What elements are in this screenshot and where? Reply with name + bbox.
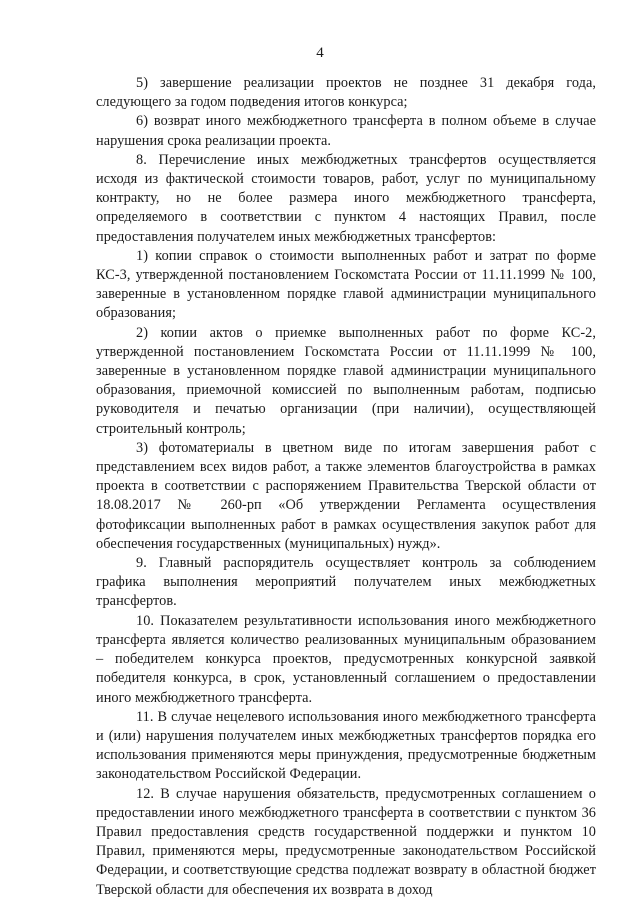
paragraph-section-10: 10. Показателем результативности использования иного межбюджетного трансферта является количество реализованных муниципальным образованием – победителем конкурса проектов, предусмотренных конкурсной заявкой победителя конкурса, в срок, установленный соглашением о предоставлении иного межбюджетного трансферта. xyxy=(96,612,596,706)
paragraph-section-8: 8. Перечисление иных межбюджетных трансфертов осуществляется исходя из фактической стоимости товаров, работ, услуг по муниципальному контракту, но не более размера иного межбюджетного трансферта, определяемого в соответствии с пунктом 4 настоящих Правил, после предоставления получателем иных межбюджетных трансфертов: xyxy=(96,151,596,245)
document-body xyxy=(96,74,596,900)
paragraph-subitem-2: 2) копии актов о приемке выполненных работ по форме КС-2, утвержденной постановлением Госкомстата России от 11.11.1999 № 100, заверенные в установленном порядке главой администрации муниципального образования, приемочной комиссией по выполненным работам, подписью руководителя и печатью организации (при наличии), осуществляющей строительный контроль; xyxy=(96,324,596,437)
paragraph-item-5: 5) завершение реализации проектов не позднее 31 декабря года, следующего за годом подведения итогов конкурса; xyxy=(96,75,596,111)
page-number: 4 xyxy=(316,45,324,61)
paragraph-item-6: 6) возврат иного межбюджетного трансферта в полном объеме в случае нарушения срока реализации проекта. xyxy=(96,113,596,149)
paragraph-subitem-1: 1) копии справок о стоимости выполненных работ и затрат по форме КС-3, утвержденной постановлением Госкомстата России от 11.11.1999 № 100, заверенные в установленном порядке главой администрации муниципального образования; xyxy=(96,247,596,322)
paragraph-section-11: 11. В случае нецелевого использования иного межбюджетного трансферта и (или) нарушения получателем иных межбюджетных трансфертов порядка его использования применяются меры принуждения, предусмотренные бюджетным законодательством Российской Федерации. xyxy=(96,708,596,783)
paragraph-section-9: 9. Главный распорядитель осуществляет контроль за соблюдением графика выполнения мероприятий получателем иных межбюджетных трансфертов. xyxy=(96,555,596,610)
paragraph-section-12: 12. В случае нарушения обязательств, предусмотренных соглашением о предоставлении иного межбюджетного трансферта в соответствии с пунктом 36 Правил предоставления средств государственной поддержки и пунктом 10 Правил, применяются меры, предусмотренные законодательством Российской Федерации, и соответствующие средства подлежат возврату в областной бюджет Тверской области для обеспечения их возврата в доход xyxy=(96,785,596,898)
paragraph-subitem-3: 3) фотоматериалы в цветном виде по итогам завершения работ с представлением всех видов работ, а также элементов благоустройства в рамках проекта в соответствии с распоряжением Правительства Тверской области от 18.08.2017 № 260-рп «Об утверждении Регламента осуществления фотофиксации выполненных работ в рамках осуществления закупок работ для обеспечения государственных (муниципальных) нужд». xyxy=(96,439,596,552)
